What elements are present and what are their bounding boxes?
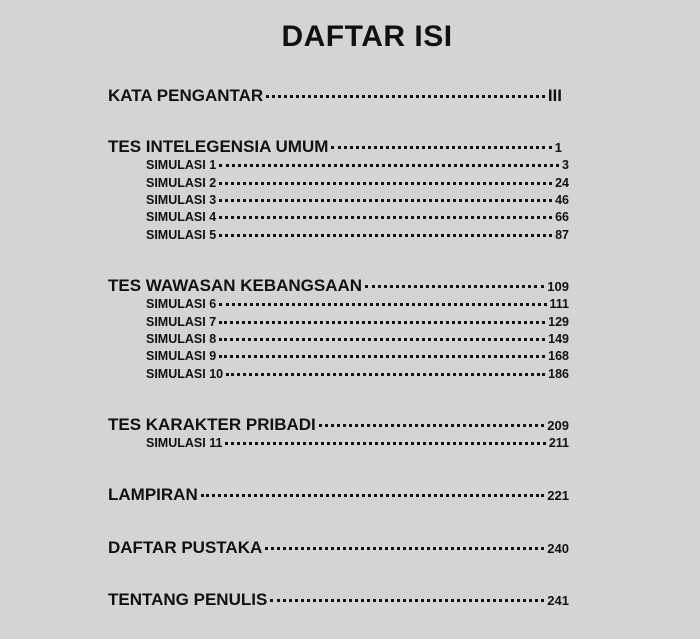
toc-entry-page: 209 (547, 418, 569, 433)
toc-entry-label: SIMULASI 1 (146, 158, 217, 172)
dot-leader (219, 182, 552, 185)
toc-entry-label: TES KARAKTER PRIBADI (108, 415, 316, 434)
toc-entry-simulasi-2[interactable] (146, 176, 569, 190)
dot-leader (219, 199, 552, 202)
toc-entry-label: KATA PENGANTAR (108, 86, 264, 105)
toc-entry-label: SIMULASI 2 (146, 176, 217, 190)
dot-leader (219, 216, 552, 219)
toc-entry-page: 149 (548, 332, 569, 346)
toc-entry-lampiran[interactable] (108, 485, 569, 505)
dot-leader (226, 373, 545, 376)
toc-entry-kata-pengantar[interactable] (108, 86, 562, 106)
dot-leader (219, 164, 559, 167)
dot-leader (201, 494, 545, 497)
dot-leader (219, 321, 545, 324)
toc-entry-daftar-pustaka[interactable] (108, 538, 569, 558)
toc-entry-simulasi-6[interactable] (146, 297, 569, 311)
toc-entry-simulasi-10[interactable] (146, 367, 569, 381)
toc-entry-tes-wawasan-kebangsaan[interactable] (108, 276, 569, 296)
dot-leader (219, 338, 545, 341)
dot-leader (319, 424, 545, 427)
toc-entry-label: SIMULASI 11 (146, 436, 223, 450)
dot-leader (265, 547, 544, 550)
toc-entry-simulasi-11[interactable] (146, 436, 569, 450)
dot-leader (219, 355, 545, 358)
toc-entry-page: 221 (547, 488, 569, 503)
dot-leader (365, 285, 544, 288)
toc-entry-label: SIMULASI 6 (146, 297, 217, 311)
page-title: DAFTAR ISI (281, 20, 453, 53)
toc-entry-page: 240 (547, 541, 569, 556)
toc-entry-page: 111 (549, 297, 569, 311)
dot-leader (219, 234, 552, 237)
toc-entry-simulasi-3[interactable] (146, 193, 569, 207)
toc-entry-page: 87 (555, 228, 569, 242)
toc-entry-page: III (547, 86, 562, 105)
toc-entry-page: 186 (548, 367, 569, 381)
toc-entry-page: 66 (555, 210, 569, 224)
toc-entry-label: SIMULASI 9 (146, 349, 217, 363)
toc-entry-tes-intelegensia-umum[interactable] (108, 137, 562, 157)
toc-entry-label: LAMPIRAN (108, 485, 198, 504)
toc-entry-simulasi-7[interactable] (146, 315, 569, 329)
toc-entry-page: 46 (555, 193, 569, 207)
toc-entry-page: 1 (554, 140, 562, 155)
dot-leader (266, 95, 545, 98)
toc-entry-page: 241 (547, 593, 569, 608)
toc-entry-label: SIMULASI 3 (146, 193, 217, 207)
toc-entry-page: 211 (548, 436, 569, 450)
toc-entry-tentang-penulis[interactable] (108, 590, 569, 610)
toc-entry-tes-karakter-pribadi[interactable] (108, 415, 569, 435)
toc-entry-simulasi-8[interactable] (146, 332, 569, 346)
toc-entry-label: SIMULASI 5 (146, 228, 217, 242)
toc-entry-label: SIMULASI 7 (146, 315, 217, 329)
toc-entry-label: SIMULASI 10 (146, 367, 224, 381)
toc-entry-page: 168 (548, 349, 569, 363)
toc-entry-simulasi-5[interactable] (146, 228, 569, 242)
dot-leader (225, 442, 545, 445)
toc-entry-label: DAFTAR PUSTAKA (108, 538, 263, 557)
toc-entry-page: 24 (555, 176, 569, 190)
toc-entry-page: 109 (547, 279, 569, 294)
toc-entry-label: SIMULASI 8 (146, 332, 217, 346)
toc-entry-label: TES INTELEGENSIA UMUM (108, 137, 329, 156)
toc-entry-label: TES WAWASAN KEBANGSAAN (108, 276, 363, 295)
dot-leader (219, 303, 546, 306)
toc-entry-page: 3 (562, 158, 569, 172)
toc-entry-simulasi-4[interactable] (146, 210, 569, 224)
toc-entry-label: SIMULASI 4 (146, 210, 217, 224)
toc-entry-simulasi-1[interactable] (146, 158, 569, 172)
toc-entry-label: TENTANG PENULIS (108, 590, 268, 609)
toc-entry-page: 129 (548, 315, 569, 329)
toc-entry-simulasi-9[interactable] (146, 349, 569, 363)
dot-leader (331, 146, 551, 149)
dot-leader (270, 599, 544, 602)
